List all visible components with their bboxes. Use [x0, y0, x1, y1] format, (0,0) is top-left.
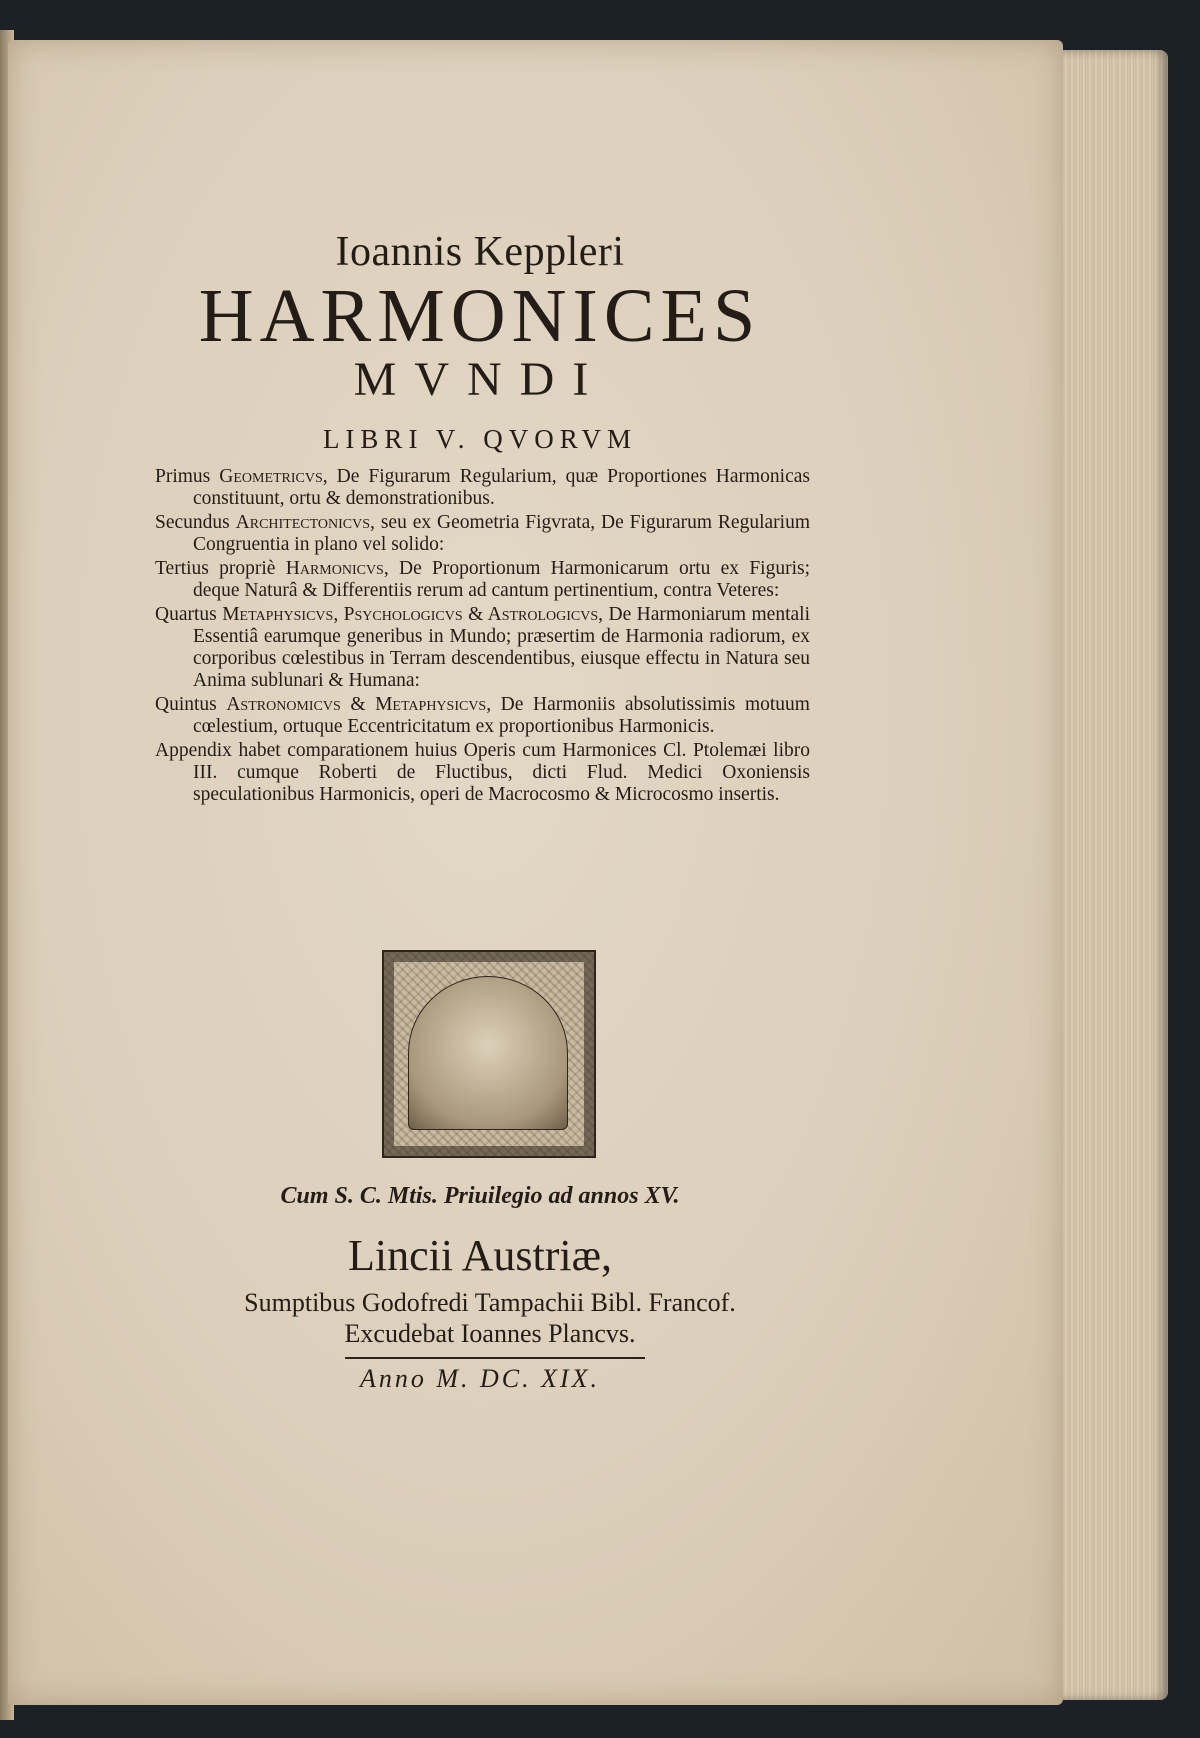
item-label: Architectonicvs [235, 512, 371, 533]
item-label: Harmonicvs [285, 558, 384, 579]
books-heading: LIBRI V. QVORVM [322, 424, 638, 454]
privilege-line: Cum S. C. Mtis. Priuilegio ad annos XV. [280, 1183, 680, 1209]
sponsor-block [160, 1287, 820, 1349]
item-text: , De Proportionum Harmonicarum ortu ex Figuris; deque Naturâ & Differentiis rerum ad cantum pertinentium, contra Veteres: [193, 558, 811, 601]
title-harmonices: HARMONICES [198, 274, 762, 358]
printer-line: Excudebat Ioannes Plancvs. [344, 1319, 636, 1348]
page-edges [1050, 50, 1168, 1700]
item-label: Astronomicvs & Metaphysicvs [226, 694, 487, 715]
contents-list [155, 466, 810, 808]
contents-item-2 [155, 512, 810, 556]
item-lead: Secundus [155, 512, 236, 533]
printer-emblem-icon [382, 950, 596, 1158]
item-lead: Quartus [155, 604, 223, 625]
item-text: , De Harmoniarum mentali Essentiâ earumque generibus in Mundo; præsertim de Harmonia radiorum, ex corporibus cœlestibus in Terram descendentibus, eiusque effectu in Natura seu Anima sublunari & Humana: [193, 604, 810, 691]
contents-item-appendix [155, 740, 810, 806]
author-line: Ioannis Keppleri [335, 229, 625, 275]
item-text: habet comparationem huius Operis cum Harmonices Cl. Ptolemæi libro III. cumque Roberti de Fluctibus, dicti Flud. Medici Oxoniensis speculationibus Harmonicis, operi de Macrocosmo & Microcosmo insertis. [193, 740, 810, 805]
item-lead: Appendix [155, 740, 239, 761]
item-lead: Tertius propriè [155, 558, 286, 579]
item-label: Metaphysicvs, Psychologicvs & Astrologicvs [222, 604, 599, 625]
contents-item-4 [155, 604, 810, 692]
contents-item-5 [155, 694, 810, 738]
item-text: , seu ex Geometria Figvrata, De Figurarum Regularium Congruentia in plano vel solido: [193, 512, 810, 555]
contents-item-3 [155, 558, 810, 602]
item-text: , De Figurarum Regularium, quæ Proportiones Harmonicas constituunt, ortu & demonstrationibus. [193, 466, 810, 509]
year-line: Anno M. DC. XIX. [359, 1364, 601, 1393]
item-text: , De Harmoniis absolutissimis motuum cœlestium, ortuque Eccentricitatum ex proportionibus Harmonicis. [193, 694, 810, 737]
contents-item-1 [155, 466, 810, 510]
sponsor-line: Sumptibus Godofredi Tampachii Bibl. Francof. [244, 1288, 736, 1317]
place-line: Lincii Austriæ, [348, 1231, 612, 1280]
item-label: Geometricvs [219, 466, 323, 487]
title-mundi: MVNDI [353, 353, 607, 406]
emblem-medallion [408, 976, 568, 1130]
divider-rule [345, 1357, 645, 1359]
item-lead: Quintus [155, 694, 227, 715]
item-lead: Primus [155, 466, 220, 487]
